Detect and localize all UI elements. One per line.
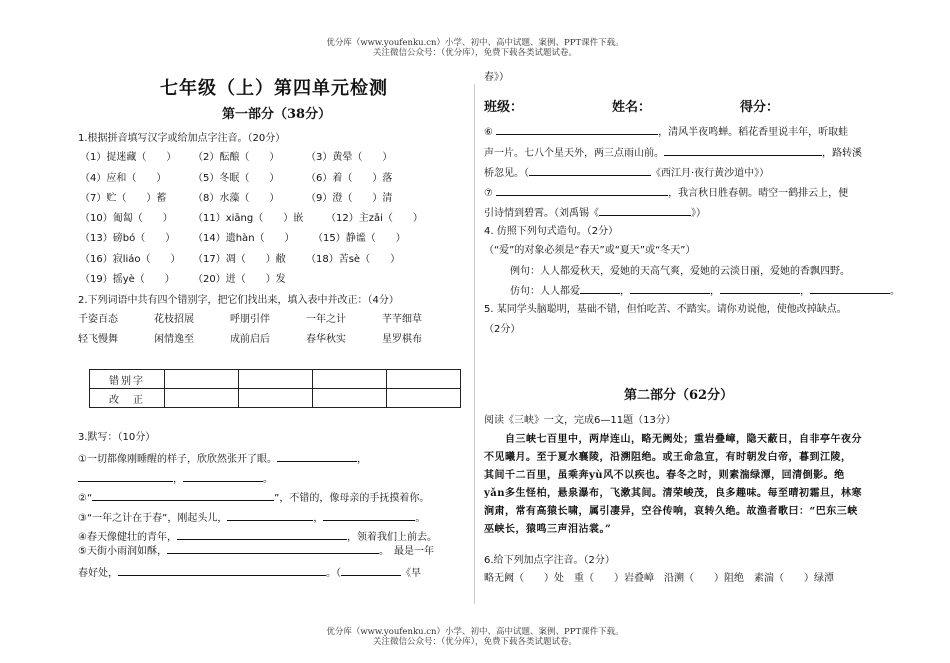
q1-item: （8）水藻（ ） <box>193 193 280 204</box>
q1-item: （9）澄（ ）清 <box>306 193 393 204</box>
q3-text: ①一切都像刚睡醒的样子，欣欣然张开了眼。 <box>78 454 277 465</box>
q3-text: 。 <box>415 513 426 524</box>
blank-line[interactable] <box>496 185 668 196</box>
answer-cell[interactable] <box>387 370 461 389</box>
blank-line[interactable] <box>118 565 326 576</box>
q3-text: ⑤天街小雨润如酥， <box>78 546 167 557</box>
q3-text: ”，不错的，像母亲的手抚摸着你。 <box>274 493 430 504</box>
q2-word: 闲情逸至 <box>154 334 194 345</box>
q3-text: ，清风半夜鸣蝉。稻花香里说丰年，听取蛙 <box>658 127 849 138</box>
passage-line: 涧肃，常有高猿长啸，属引凄异，空谷传响，哀转久绝。故渔者歌曰：“巴东三峡 <box>484 506 858 517</box>
answer-cell[interactable] <box>239 389 313 408</box>
answer-cell[interactable] <box>313 389 387 408</box>
blank-line[interactable] <box>664 145 822 156</box>
q2-word: 呼朋引伴 <box>230 314 270 325</box>
q4-text: ， <box>710 286 720 297</box>
q3-line-6 <box>78 543 434 559</box>
blank-line[interactable] <box>341 565 401 576</box>
q3-line-3 <box>78 490 429 506</box>
passage-line: 其间千二百里，虽乘奔yù风不以疾也。春冬之时，则素湍绿潭，回清倒影。绝 <box>484 470 845 481</box>
q3-line-11 <box>484 185 848 201</box>
q1-item: （3）黄晕（ ） <box>306 152 393 163</box>
passage-line: 自三峡七百里中，两岸连山，略无阙处；重岩叠嶂，隐天蔽日，自非亭午夜分 <box>484 434 862 445</box>
q1-item: （4）应和（ ） <box>80 173 167 184</box>
q1-item: （16）寂liáo（ ） <box>80 254 181 265</box>
blank-line[interactable] <box>580 283 620 294</box>
q3-text: ，路转溪 <box>822 148 862 159</box>
score-label: 得分： <box>740 100 780 115</box>
header-line-1: 优分库（www.youfenku.cn）小学、初中、高中试题、案例、PPT课件下载。 <box>326 38 624 48</box>
q3-text: 桥忽见。（ <box>484 168 529 179</box>
q4-example: 例句：人人都爱秋天，爱她的天高气爽，爱她的云淡日丽，爱她的香飘四野。 <box>510 266 850 277</box>
q1-item: （18）苦sè（ ） <box>306 254 401 265</box>
q4-text: ， <box>620 286 630 297</box>
q1-item: （2）酝酿（ ） <box>193 152 280 163</box>
q3-line-12 <box>484 205 706 221</box>
blank-line[interactable] <box>277 451 357 462</box>
q3-line-8 <box>484 124 848 140</box>
column-divider <box>474 84 475 604</box>
q2-word: 一年之计 <box>306 314 346 325</box>
q4-note: （“爱”的对象必须是“春天”或“夏天”或“冬天”） <box>484 245 696 256</box>
q3-text: 引诗情到碧霄。（刘禹锡《 <box>484 208 599 219</box>
blank-line[interactable] <box>810 283 890 294</box>
q2-row-1 <box>78 313 458 327</box>
q3-text: 春好处， <box>78 568 118 579</box>
q4-text: 。 <box>890 286 900 297</box>
q2-word: 星罗棋布 <box>382 334 422 345</box>
blank-line[interactable] <box>227 510 313 521</box>
q1-item: （1）捉迷藏（ ） <box>80 152 177 163</box>
q3-text: 。 <box>263 474 273 485</box>
q3-text: ③“一年之计在于春”，刚起头儿， <box>78 513 228 524</box>
blank-line[interactable] <box>630 283 710 294</box>
continued-text: 春》） <box>484 72 509 83</box>
q1-item: （12）主zǎi（ ） <box>326 213 423 224</box>
q6-prompt: 6.给下列加点字注音。（2分） <box>484 555 615 566</box>
q3-text: ， <box>356 454 367 465</box>
blank-line[interactable] <box>529 165 651 176</box>
class-label: 班级： <box>484 100 524 115</box>
q6-line: 略无阙（ ）处 重（ ）岩叠嶂 沿溯（ ）阻绝 素湍（ ）绿潭 <box>484 573 834 584</box>
q5-line-2: （2分） <box>484 324 521 335</box>
footer-line-2: 关注微信公众号：（优分库），免费下载各类试题试卷。 <box>372 637 577 647</box>
q3-text: ⑥ <box>484 127 493 138</box>
table-label-correct: 改 正 <box>90 389 165 408</box>
q3-line-4 <box>78 510 425 526</box>
answer-cell[interactable] <box>165 389 239 408</box>
passage-line: 不见曦月。至于夏水襄陵，沿溯阻绝。或王命急宣，有时朝发白帝，暮到江陵， <box>484 452 852 463</box>
blank-line[interactable] <box>323 510 415 521</box>
q1-item: （15）静谧（ ） <box>313 233 406 244</box>
q3-prompt: 3.默写：（10分） <box>78 432 156 443</box>
q1-prompt: 1.根据拼音填写汉字或给加点字注音。（20分） <box>78 133 286 144</box>
q3-text: ⑦ <box>484 188 493 199</box>
q2-word: 芊芊细草 <box>382 314 422 325</box>
part-two-heading: 第二部分（62分） <box>624 388 734 403</box>
q1-item: （5）冬眠（ ） <box>193 173 280 184</box>
q4-text: ， <box>800 286 810 297</box>
blank-line[interactable] <box>177 529 347 540</box>
q2-word: 轻飞慢舞 <box>78 334 118 345</box>
answer-cell[interactable] <box>387 389 461 408</box>
q3-text: ， <box>313 513 324 524</box>
q2-word: 花枝招展 <box>154 314 194 325</box>
q1-item: （14）遗hàn（ ） <box>193 233 295 244</box>
blank-line[interactable] <box>183 471 263 482</box>
page-title: 七年级（上）第四单元检测 <box>160 78 388 99</box>
passage-line: yǎn多生怪柏，悬泉瀑布，飞漱其间。清荣峻茂，良多趣味。每至晴初霜旦，林寒 <box>484 488 863 499</box>
part-one-heading: 第一部分（38分） <box>222 107 332 122</box>
reading-prompt: 阅读《三峡》一文，完成6—11题（13分） <box>484 415 676 426</box>
q1-item: （19）摇yè（ ） <box>80 274 175 285</box>
q3-text: ，领着我们上前去。 <box>346 532 437 543</box>
q3-text: 《西江月·夜行黄沙道中》） <box>651 168 770 179</box>
blank-line[interactable] <box>720 283 800 294</box>
q1-item: （20）迸（ ）发 <box>193 274 286 285</box>
q3-text: 《早 <box>401 568 421 579</box>
q3-text: 。（ <box>326 568 341 579</box>
q3-line-9 <box>484 145 862 161</box>
q2-word: 千姿百态 <box>78 314 118 325</box>
q1-item: （6）着（ ）落 <box>306 173 393 184</box>
q1-item: （13）磅bó（ ） <box>80 233 176 244</box>
table-label-wrong: 错别字 <box>90 370 165 389</box>
q1-item: （7）贮（ ）蓄 <box>80 193 167 204</box>
q3-text: 》） <box>691 208 706 219</box>
q3-text: 声一片。七八个星天外，两三点雨山前。 <box>484 148 664 159</box>
answer-cell[interactable] <box>165 370 239 389</box>
answer-cell[interactable] <box>239 370 313 389</box>
blank-line[interactable] <box>167 543 379 554</box>
correction-table <box>89 369 461 408</box>
q1-item: （11）xiāng（ ）嵌 <box>193 213 304 224</box>
header-line-2: 关注微信公众号：（优分库），免费下载各类试题试卷。 <box>372 48 577 58</box>
blank-line[interactable] <box>92 490 274 501</box>
q4-prompt: 4. 仿照下列句式造句。（2分） <box>484 226 619 237</box>
q4-text: 仿句：人人都爱 <box>510 286 580 297</box>
q3-line-2: ， 。 <box>78 471 273 487</box>
q3-text: ，我言秋日胜春朝。晴空一鹤排云上，便 <box>668 188 849 199</box>
q3-text: ②“ <box>78 493 93 504</box>
q1-item: （17）凋（ ）敝 <box>193 254 286 265</box>
q3-line-1 <box>78 451 367 467</box>
q3-text: ④春天像健壮的青年， <box>78 532 177 543</box>
q2-prompt: 2.下列词语中共有四个错别字，把它们找出来，填入表中并改正：（4分） <box>78 295 399 306</box>
q3-line-10 <box>484 165 769 181</box>
q5-line-1: 5. 某同学头脑聪明，基础不错，但怕吃苦、不踏实。请你劝说他，使他改掉缺点。 <box>484 304 847 315</box>
q4-imitate <box>510 283 900 299</box>
q3-line-7 <box>78 565 421 581</box>
q2-word: 春华秋实 <box>306 334 346 345</box>
blank-line[interactable] <box>599 205 691 216</box>
passage-line: 巫峡长，猿鸣三声泪沾裳。” <box>484 524 612 535</box>
q2-row-2 <box>78 333 458 347</box>
answer-cell[interactable] <box>313 370 387 389</box>
q1-item: （10）匍匐（ ） <box>80 213 173 224</box>
blank-line[interactable] <box>496 124 658 135</box>
name-label: 姓名： <box>612 100 652 115</box>
q3-text: 。 最是一年 <box>378 546 434 557</box>
footer-line-1: 优分库（www.youfenku.cn）小学、初中、高中试题、案例、PPT课件下载。 <box>326 627 624 637</box>
q2-word: 成前启后 <box>230 334 270 345</box>
blank-line[interactable] <box>78 471 173 482</box>
